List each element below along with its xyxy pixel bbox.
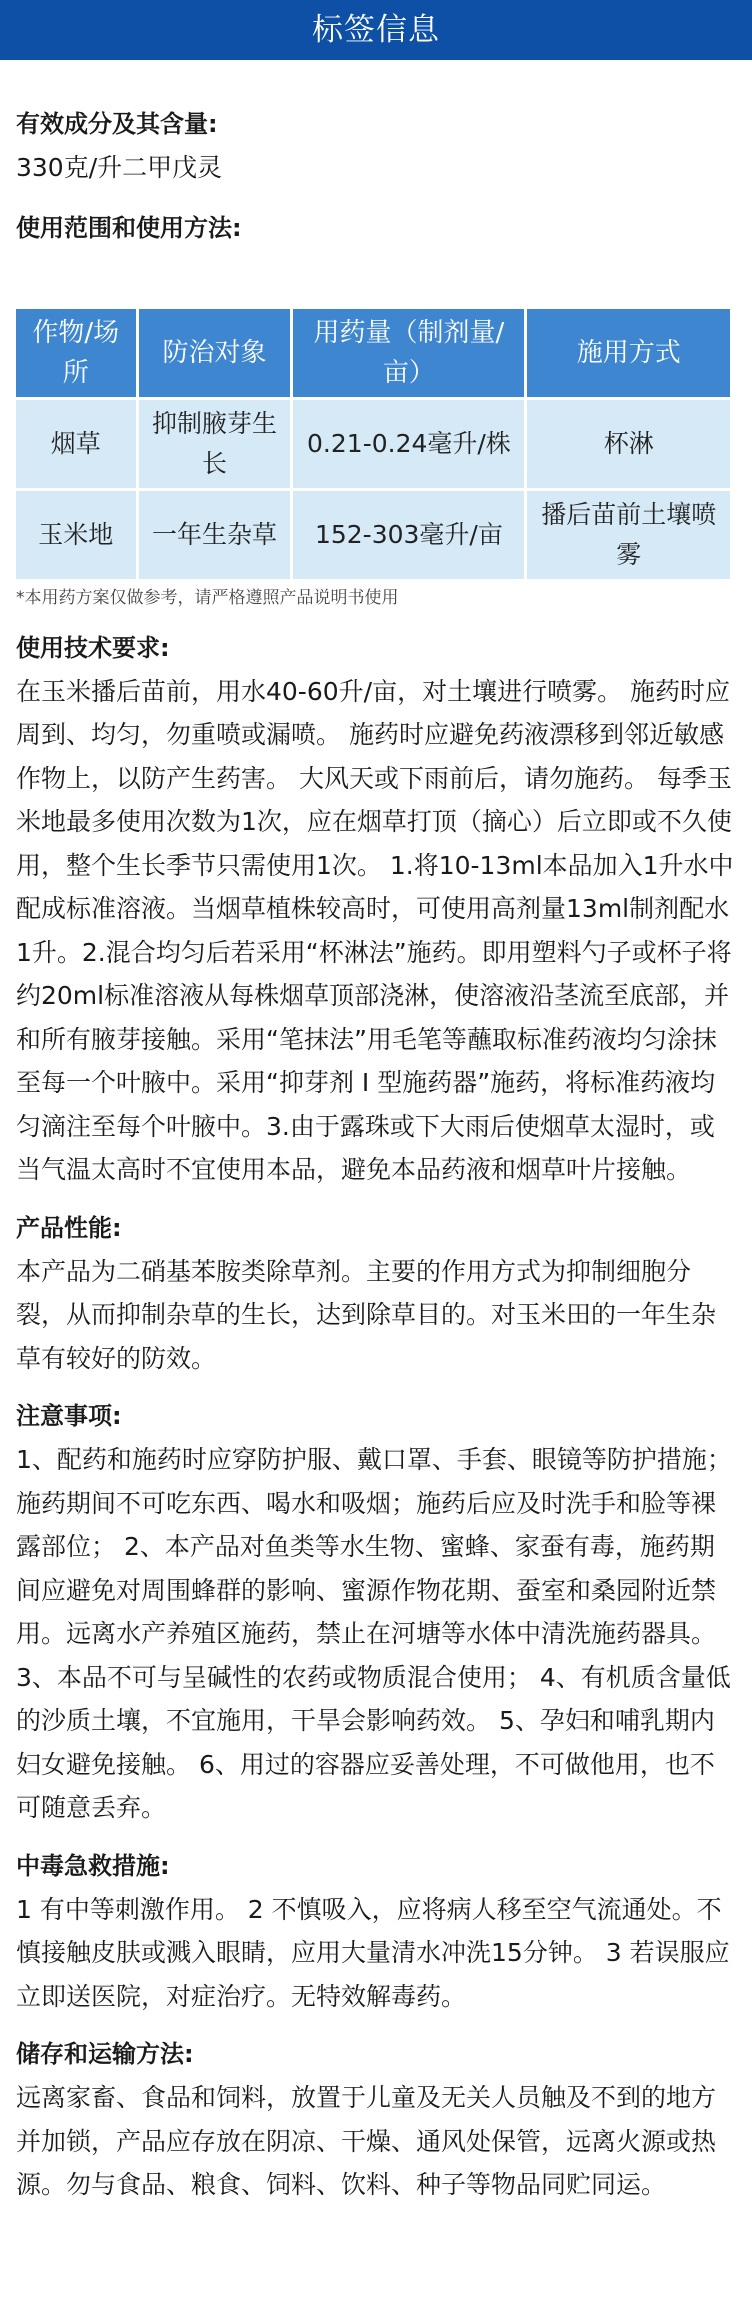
- dosage-table: [13, 306, 733, 582]
- firstaid-title: 中毒急救措施:: [16, 1851, 170, 1880]
- table-cell: 播后苗前土壤喷雾: [527, 491, 730, 579]
- ingredient-section: [16, 102, 736, 190]
- table-header-row: [16, 309, 730, 397]
- storage-title: 储存和运输方法:: [16, 2040, 194, 2068]
- technique-section: [16, 626, 736, 1192]
- performance-text: 本产品为二硝基苯胺类除草剂。主要的作用方式为抑制细胞分裂，从而抑制杂草的生长，达到除草目的。对玉米田的一年生杂草有较好的防效。: [16, 1256, 717, 1373]
- table-note: *本用药方案仅做参考，请严格遵照产品说明书使用: [16, 587, 399, 608]
- technique-title: 使用技术要求:: [16, 633, 170, 662]
- table-header-cell: 施用方式: [527, 309, 730, 397]
- technique-text: 在玉米播后苗前，用水40-60升/亩，对土壤进行喷雾。 施药时应周到、均匀，勿重喷或漏喷。 施药时应避免药液漂移到邻近敏感作物上，以防产生药害。 大风天或下雨前后，请勿施药。 每季玉米地最多使用次数为1次，应在烟草打顶（摘心）后立即或不久使用，整个生长季节只需使用1次。 1.将10-13ml本品加入1升水中配成标准溶液。当烟草植株较高时，可使用高剂量13ml制剂配水1升。2.混合均匀后若采用“杯淋法”施药。即用塑料勺子或杯子将约20ml标准溶液从每株烟草顶部浇淋，使溶液沿茎流至底部，并和所有腋芽接触。采用“笔抹法”用毛笔等蘸取标准药液均匀涂抹至每一个叶腋中。采用“抑芽剂 I 型施药器”施药，将标准药液均匀滴注至每个叶腋中。3.由于露珠或下大雨后使烟草太湿时，或当气温太高时不宜使用本品，避免本品药液和烟草叶片接触。: [16, 676, 734, 1184]
- ingredient-title: 有效成分及其含量:: [16, 110, 218, 138]
- table-header-cell: 防治对象: [139, 309, 291, 397]
- header-title: 标签信息: [312, 12, 440, 48]
- firstaid-section: [16, 1844, 736, 2019]
- caution-section: [16, 1394, 736, 1830]
- usage-title: 使用范围和使用方法:: [16, 213, 242, 242]
- storage-text: 远离家畜、食品和饲料，放置于儿童及无关人员触及不到的地方并加锁，产品应存放在阴凉、干燥、通风处保管，远离火源或热源。勿与食品、粮食、饲料、饮料、种子等物品同贮同运。: [16, 2083, 717, 2199]
- performance-title: 产品性能:: [16, 1213, 122, 1242]
- table-cell: 玉米地: [16, 491, 136, 579]
- table-cell: 一年生杂草: [139, 491, 291, 579]
- performance-section: [16, 1206, 736, 1381]
- table-cell: 杯淋: [527, 400, 730, 488]
- table-header-cell: 作物/场所: [16, 309, 136, 397]
- storage-section: [16, 2032, 736, 2207]
- ingredient-value: 330克/升二甲戊灵: [16, 153, 223, 182]
- header-bar: [0, 0, 752, 60]
- firstaid-text: 1 有中等刺激作用。 2 不慎吸入，应将病人移至空气流通处。不慎接触皮肤或溅入眼睛，应用大量清水冲洗15分钟。 3 若误服应立即送医院，对症治疗。无特效解毒药。: [16, 1894, 730, 2011]
- caution-text: 1、配药和施药时应穿防护服、戴口罩、手套、眼镜等防护措施；施药期间不可吃东西、喝水和吸烟；施药后应及时洗手和脸等裸露部位； 2、本产品对鱼类等水生物、蜜蜂、家蚕有毒，施药期间应避免对周围蜂群的影响、蜜源作物花期、蚕室和桑园附近禁用。远离水产养殖区施药，禁止在河塘等水体中清洗施药器具。 3、本品不可与呈碱性的农药或物质混合使用； 4、有机质含量低的沙质土壤，不宜施用，干旱会影响药效。 5、孕妇和哺乳期内妇女避免接触。 6、用过的容器应妥善处理，不可做他用，也不可随意丢弃。: [16, 1445, 732, 1822]
- usage-section: [16, 206, 736, 250]
- caution-title: 注意事项:: [16, 1402, 122, 1430]
- table-row: [16, 491, 730, 579]
- table-cell: 152-303毫升/亩: [293, 491, 524, 579]
- table-header-cell: 用药量（制剂量/亩）: [293, 309, 524, 397]
- table-row: [16, 400, 730, 488]
- label-content: [0, 102, 752, 2207]
- table-cell: 0.21-0.24毫升/株: [293, 400, 524, 488]
- table-cell: 抑制腋芽生长: [139, 400, 291, 488]
- table-cell: 烟草: [16, 400, 136, 488]
